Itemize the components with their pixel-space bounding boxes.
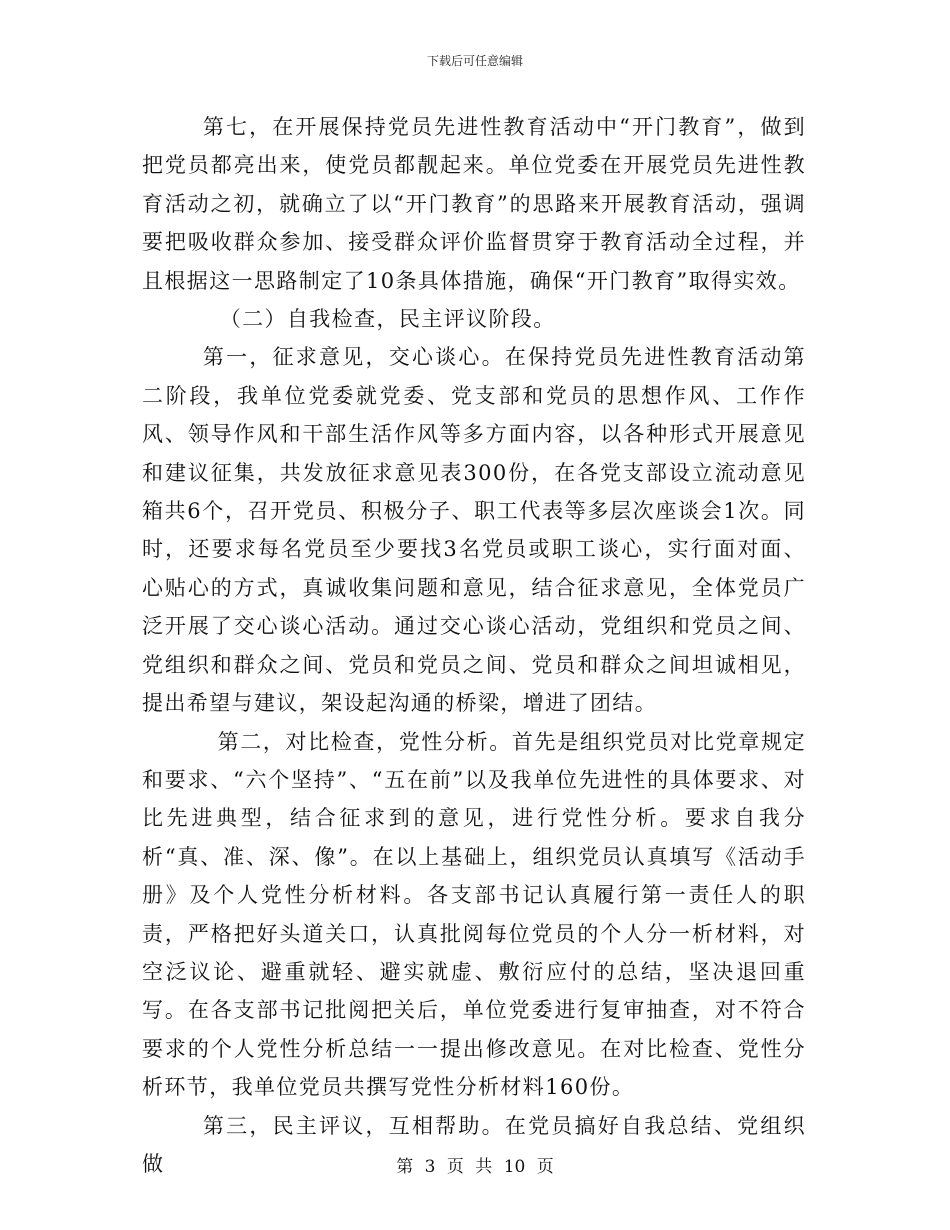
paragraph-second: 第二，对比检查，党性分析。首先是组织党员对比党章规定和要求、“六个坚持”、“五在前”以及我单位先进性的具体要求、对比先进典型，结合征求到的意见，进行党性分析。要求自我分析“真、准、深、像”。在以上基础上，组织党员认真填写《活动手册》及个人党性分析材料。各支部书记认真履行第一责任人的职责，严格把好头道关口，认真批阅每位党员的个人分一析材料，对空泛议论、避重就轻、避实就虚、敷衍应付的总结，坚决退回重写。在各支部书记批阅把关后，单位党委进行复审抽查，对不符合要求的个人党性分析总结一一提出修改意见。在对比检查、党性分析环节，我单位党员共撰写党性分析材料160份。 xyxy=(142,729,806,1100)
footer-prefix: 第 xyxy=(396,1157,414,1177)
document-body xyxy=(142,108,806,1183)
section-heading: （二）自我检查，民主评议阶段。 xyxy=(219,307,556,332)
footer-page-number: 3 xyxy=(424,1157,436,1177)
paragraph-first: 第一，征求意见，交心谈心。在保持党员先进性教育活动第二阶段，我单位党委就党委、党支部和党员的思想作风、工作作风、领导作风和干部生活作风等多方面内容，以各种形式开展意见和建议征集，共发放征求意见表300份，在各党支部设立流动意见箱共6个，召开党员、积极分子、职工代表等多层次座谈会1次。同时，还要求每名党员至少要找3名党员或职工谈心，实行面对面、心贴心的方式，真诚收集问题和意见，结合征求意见，全体党员广泛开展了交心谈心活动。通过交心谈心活动，党组织和党员之间、党组织和群众之间、党员和党员之间、党员和群众之间坦诚相见，提出希望与建议，架设起沟通的桥梁，增进了团结。 xyxy=(142,345,806,716)
paragraph-seventh: 第七，在开展保持党员先进性教育活动中“开门教育”，做到把党员都亮出来，使党员都靓起来。单位党委在开展党员先进性教育活动之初，就确立了以“开门教育”的思路来开展教育活动，强调要把吸收群众参加、接受群众评价监督贯穿于教育活动全过程，并且根据这一思路制定了10条具体措施，确保“开门教育”取得实效。 xyxy=(142,115,806,293)
footer-total-label: 共 xyxy=(475,1157,493,1177)
footer-page-word: 页 xyxy=(446,1157,464,1177)
footer-total-pages: 10 xyxy=(503,1157,526,1177)
paragraph-third: 第三，民主评议，互相帮助。在党员搞好自我总结、党组织做 xyxy=(142,1113,806,1176)
page-header-note: 下载后可任意编辑 xyxy=(426,54,523,68)
footer-suffix: 页 xyxy=(536,1157,554,1177)
page-footer xyxy=(0,1152,950,1177)
